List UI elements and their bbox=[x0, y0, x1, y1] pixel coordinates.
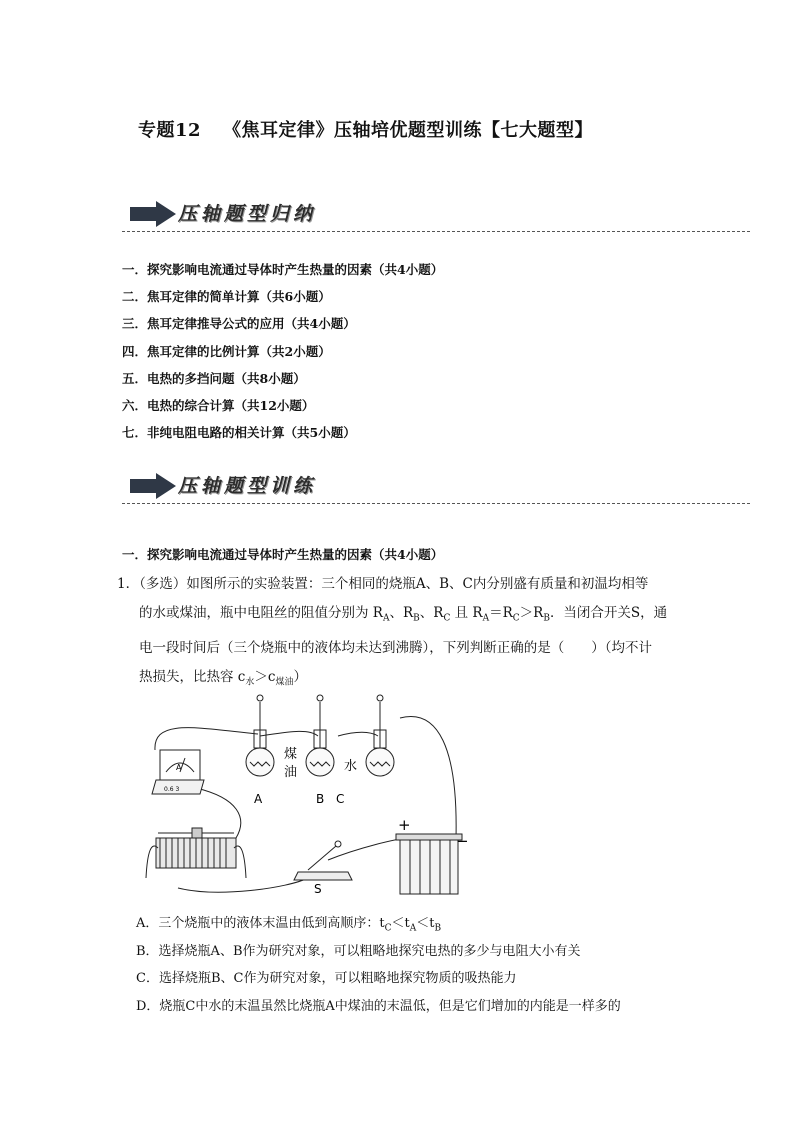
circuit-diagram bbox=[138, 688, 478, 898]
answer-options bbox=[136, 914, 621, 1024]
list-item: 七．非纯电阻电路的相关计算（共5小题） bbox=[122, 425, 356, 441]
list-item: 三．焦耳定律推导公式的应用（共4小题） bbox=[122, 316, 356, 332]
flask-label-b: B bbox=[316, 792, 325, 806]
meter-terminals: 0.6 3 bbox=[164, 786, 180, 793]
banner-label: 压轴题型归纳 bbox=[178, 203, 317, 225]
dashed-divider bbox=[122, 231, 750, 232]
kerosene-label: 油 bbox=[284, 765, 298, 780]
switch bbox=[294, 841, 352, 880]
question-line: 1．（多选）如图所示的实验装置：三个相同的烧瓶A、B、C内分别盛有质量和初温均相等 bbox=[117, 576, 649, 592]
question-type-list bbox=[122, 262, 443, 452]
battery-minus-label: − bbox=[456, 832, 469, 850]
page-title bbox=[138, 116, 698, 142]
option-d[interactable]: D．烧瓶C中水的末温虽然比烧瓶A中煤油的末温低，但是它们增加的内能是一样多的 bbox=[136, 998, 621, 1014]
option-a[interactable]: A．三个烧瓶中的液体末温由低到高顺序：$t_C<t_A<t_B$ bbox=[136, 916, 442, 934]
title-number: 专题12 bbox=[138, 120, 202, 141]
arrow-icon bbox=[130, 473, 176, 499]
list-item: 五．电热的多挡问题（共8小题） bbox=[122, 370, 306, 386]
flask-label-a: A bbox=[254, 792, 263, 806]
arrow-icon bbox=[130, 201, 176, 227]
question-line: 电一段时间后（三个烧瓶中的液体均未达到沸腾），下列判断正确的是（ ）（均不计 bbox=[139, 639, 652, 656]
list-item: 四．焦耳定律的比例计算（共2小题） bbox=[122, 343, 331, 359]
list-item: 二．焦耳定律的简单计算（共6小题） bbox=[122, 289, 331, 305]
rheostat bbox=[146, 828, 246, 878]
option-b[interactable]: B．选择烧瓶A、B作为研究对象，可以粗略地探究电热的多少与电阻大小有关 bbox=[136, 943, 581, 959]
flask-label-c: C bbox=[336, 792, 345, 806]
section-banner-summary bbox=[122, 198, 750, 232]
banner-label: 压轴题型训练 bbox=[178, 475, 317, 497]
battery-plus-label: + bbox=[398, 816, 411, 834]
section-banner-training bbox=[122, 470, 750, 504]
title-text: 《焦耳定律》压轴培优题型训练【七大题型】 bbox=[223, 120, 594, 141]
meter-label: A bbox=[176, 763, 182, 772]
water-label: 水 bbox=[344, 759, 358, 774]
question-1 bbox=[117, 570, 682, 697]
dashed-divider bbox=[122, 503, 750, 504]
list-item: 六．电热的综合计算（共12小题） bbox=[122, 397, 315, 413]
section-heading: 一．探究影响电流通过导体时产生热量的因素（共4小题） bbox=[122, 547, 444, 562]
question-line: 热损失，比热容 $c_水>c_{煤油}$） bbox=[139, 668, 307, 688]
question-line: 的水或煤油，瓶中电阻丝的阻值分别为 $R_A$、$R_B$、$R_C$ 且 $R_A=R_C>R_B$．当闭合开关S，通 bbox=[139, 605, 668, 624]
switch-label: S bbox=[314, 882, 322, 896]
option-c[interactable]: C．选择烧瓶B、C作为研究对象，可以粗略地探究物质的吸热能力 bbox=[136, 971, 517, 986]
kerosene-label: 煤 bbox=[284, 747, 298, 762]
battery bbox=[396, 834, 462, 894]
list-item: 一．探究影响电流通过导体时产生热量的因素（共4小题） bbox=[122, 262, 444, 277]
